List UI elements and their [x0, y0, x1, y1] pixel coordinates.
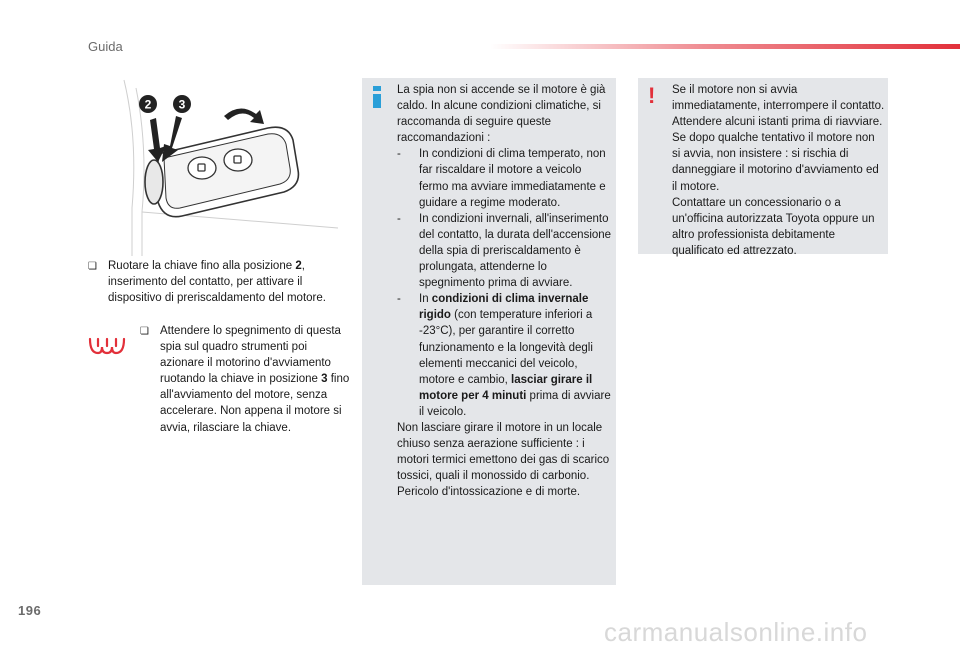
watermark: carmanualsonline.info	[604, 617, 868, 647]
warning-icon: !	[648, 83, 656, 108]
key-fob	[145, 127, 298, 217]
info-icon	[371, 86, 383, 108]
info-closing: Non lasciare girare il motore in un locale chiuso senza aerazione sufficiente : i motori termici emettono dei gas di scarico tossici, quali il monossido di carbonio. Pericolo d'intossicazione e di morte.	[397, 421, 610, 499]
position-callout-3	[173, 95, 191, 113]
key-illustration	[118, 78, 344, 258]
page-number: 196	[18, 603, 42, 618]
info-item-temperate: - In condizioni di clima temperato, non far riscaldare il motore a veicolo fermo ma avviare immediatamente e guidare a regime moderato.	[397, 148, 606, 209]
bullet-icon: ❏	[88, 261, 97, 272]
position-callout-2	[139, 95, 157, 113]
instruction-wait-start: ❏ Attendere lo spegnimento di questa spia sul quadro strumenti poi azionare il motorino d'avviamento ruotando la chiave in posizione 3 fino all'avviamento del motore, senza accelerare. Non appena il motore si avvia, rilasciare la chiave.	[140, 325, 350, 434]
info-item-harsh-winter: - In condizioni di clima invernale rigido (con temperature inferiori a -23°C), per garantire il corretto funzionamento e la longevità degli elementi meccanici del veicolo, motore e cambio, lasciar girare il motore per 4 minuti prima di avviare il veicolo.	[397, 293, 611, 418]
info-box-text	[397, 82, 613, 500]
svg-text:3: 3	[178, 97, 186, 112]
bullet-icon: ❏	[140, 326, 149, 337]
glow-plug-warning-icon	[86, 335, 128, 357]
rotation-arrow	[224, 108, 264, 124]
instruction-turn-key: ❏ Ruotare la chiave fino alla posizione 2, inserimento del contatto, per attivare il dispositivo di preriscaldamento del motore.	[88, 260, 326, 305]
warning-text: Se il motore non si avvia immediatamente, interrompere il contatto. Attendere alcuni istanti prima di riavviare. Se dopo qualche tentativo il motore non si avvia, non insistere : si rischia di danneggiare il motorino d'avviamento ed il motore. Contattare un concessionario o a un'officina autorizzata Toyota oppure un altro professionista debitamente qualificato ed attrezzato.	[672, 84, 885, 257]
section-title: Guida	[88, 39, 123, 54]
svg-text:2: 2	[144, 97, 152, 112]
info-item-winter: - In condizioni invernali, all'inserimento del contatto, la durata dell'accensione della spia di preriscaldamento è prolungata, attenderne lo spegnimento prima di avviare.	[397, 212, 612, 290]
info-intro: La spia non si accende se il motore è già caldo. In alcune condizioni climatiche, si raccomanda di seguire queste raccomandazioni :	[397, 84, 606, 145]
header-accent-line	[490, 44, 960, 49]
